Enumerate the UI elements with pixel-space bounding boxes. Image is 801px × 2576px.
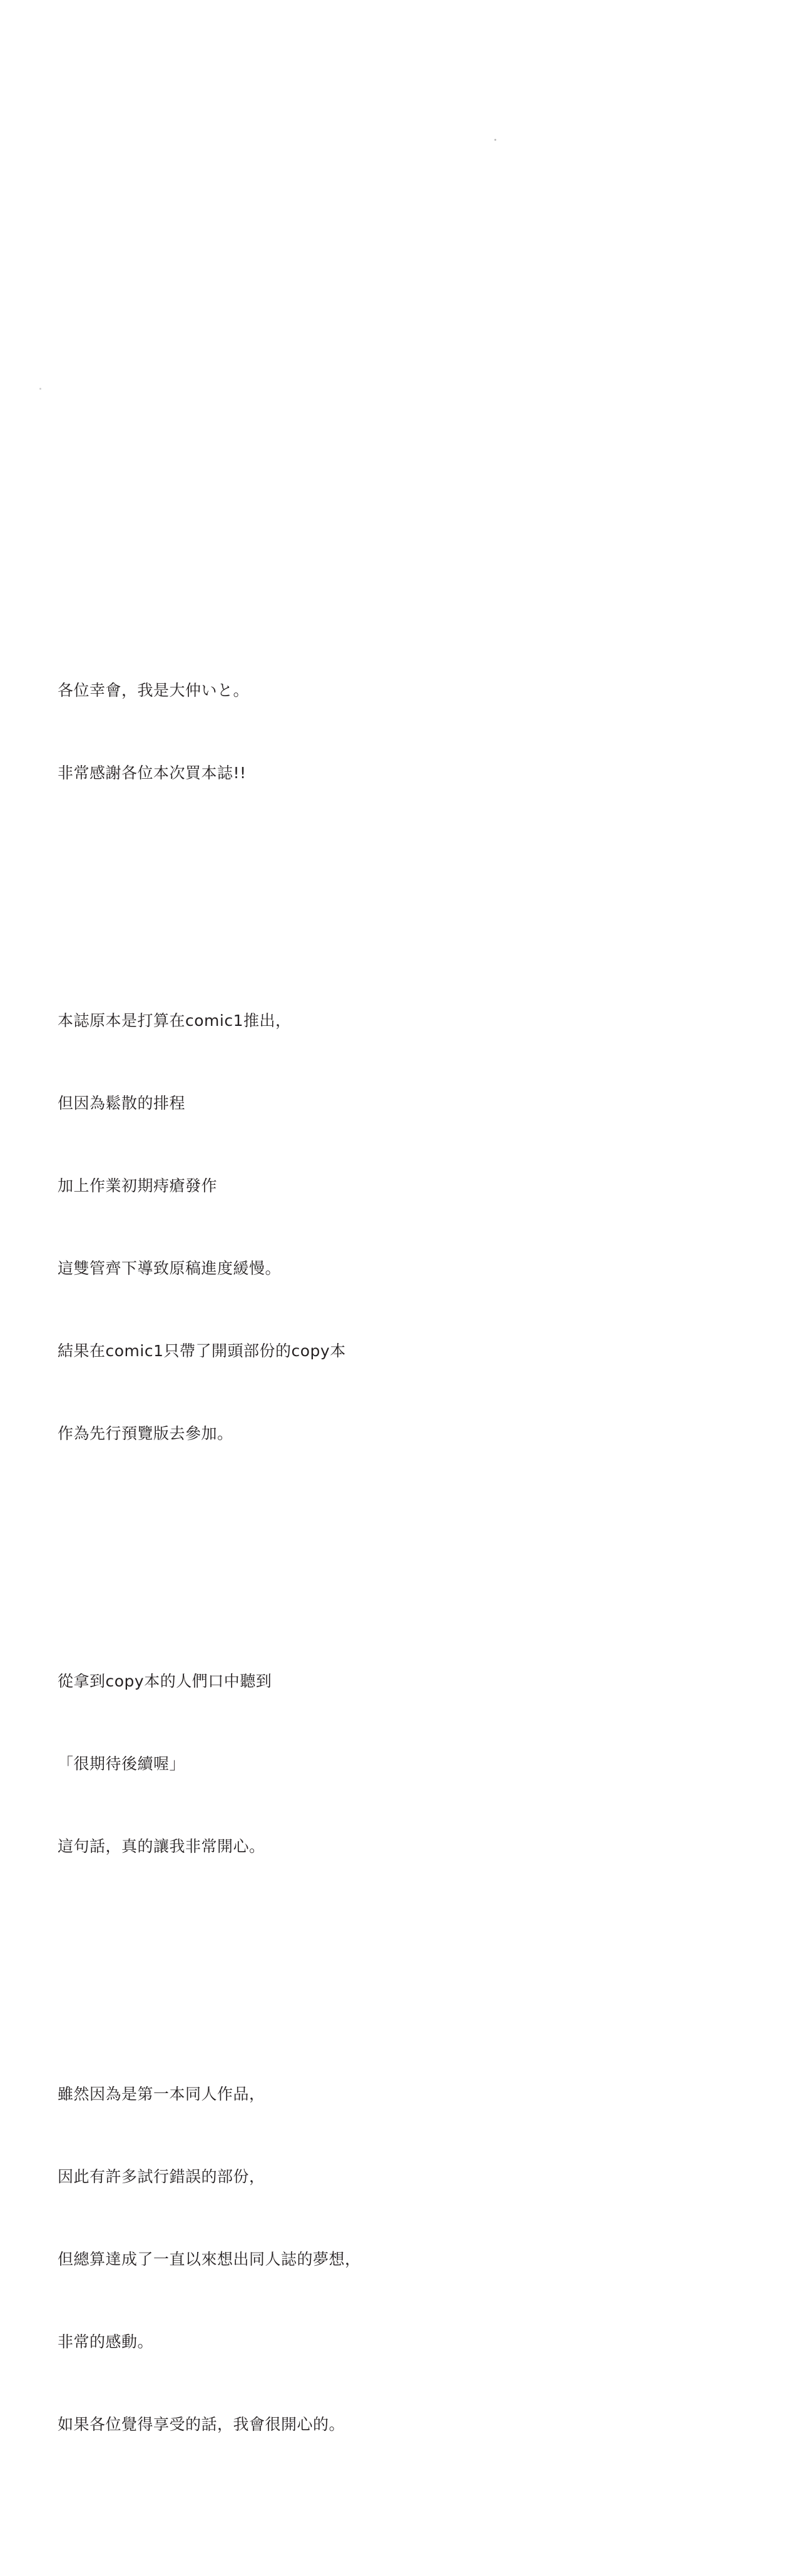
afterword-line: 本誌原本是打算在comic1推出，: [58, 1012, 292, 1030]
afterword-line: 各位幸會，我是大仲いと。: [58, 681, 250, 699]
afterword-line: 「很期待後續喔」: [58, 1755, 186, 1773]
afterword-line: 結果在comic1只帶了開頭部份的copy本: [58, 1342, 346, 1360]
afterword-line: 雖然因為是第一本同人作品，: [58, 2085, 265, 2103]
afterword-line: 從拿到copy本的人們口中聽到: [58, 1672, 272, 1690]
afterword-line: 這雙管齊下導致原稿進度緩慢。: [58, 1259, 282, 1277]
afterword-paragraph: [58, 1613, 558, 1915]
afterword-line: 如果各位覺得享受的話，我會很開心的。: [58, 2415, 345, 2433]
afterword-line: 非常的感動。: [58, 2333, 154, 2351]
afterword-line: 非常感謝各位本次買本誌!!: [58, 764, 247, 782]
afterword-line: 加上作業初期痔瘡發作: [58, 1177, 218, 1195]
print-speck-icon: [494, 139, 496, 141]
afterword-text-block: [58, 539, 558, 2576]
afterword-paragraph: [58, 2026, 558, 2493]
afterword-paragraph: [58, 952, 558, 1503]
print-speck-icon: [39, 388, 41, 390]
afterword-line: 但總算達成了一直以來想出同人誌的夢想，: [58, 2250, 361, 2268]
afterword-line: 這句話，真的讓我非常開心。: [58, 1837, 265, 1855]
afterword-paragraph: [58, 622, 558, 842]
afterword-line: 因此有許多試行錯誤的部份，: [58, 2168, 265, 2186]
afterword-line: 但因為鬆散的排程: [58, 1094, 186, 1112]
afterword-line: 作為先行預覽版去參加。: [58, 1424, 233, 1443]
